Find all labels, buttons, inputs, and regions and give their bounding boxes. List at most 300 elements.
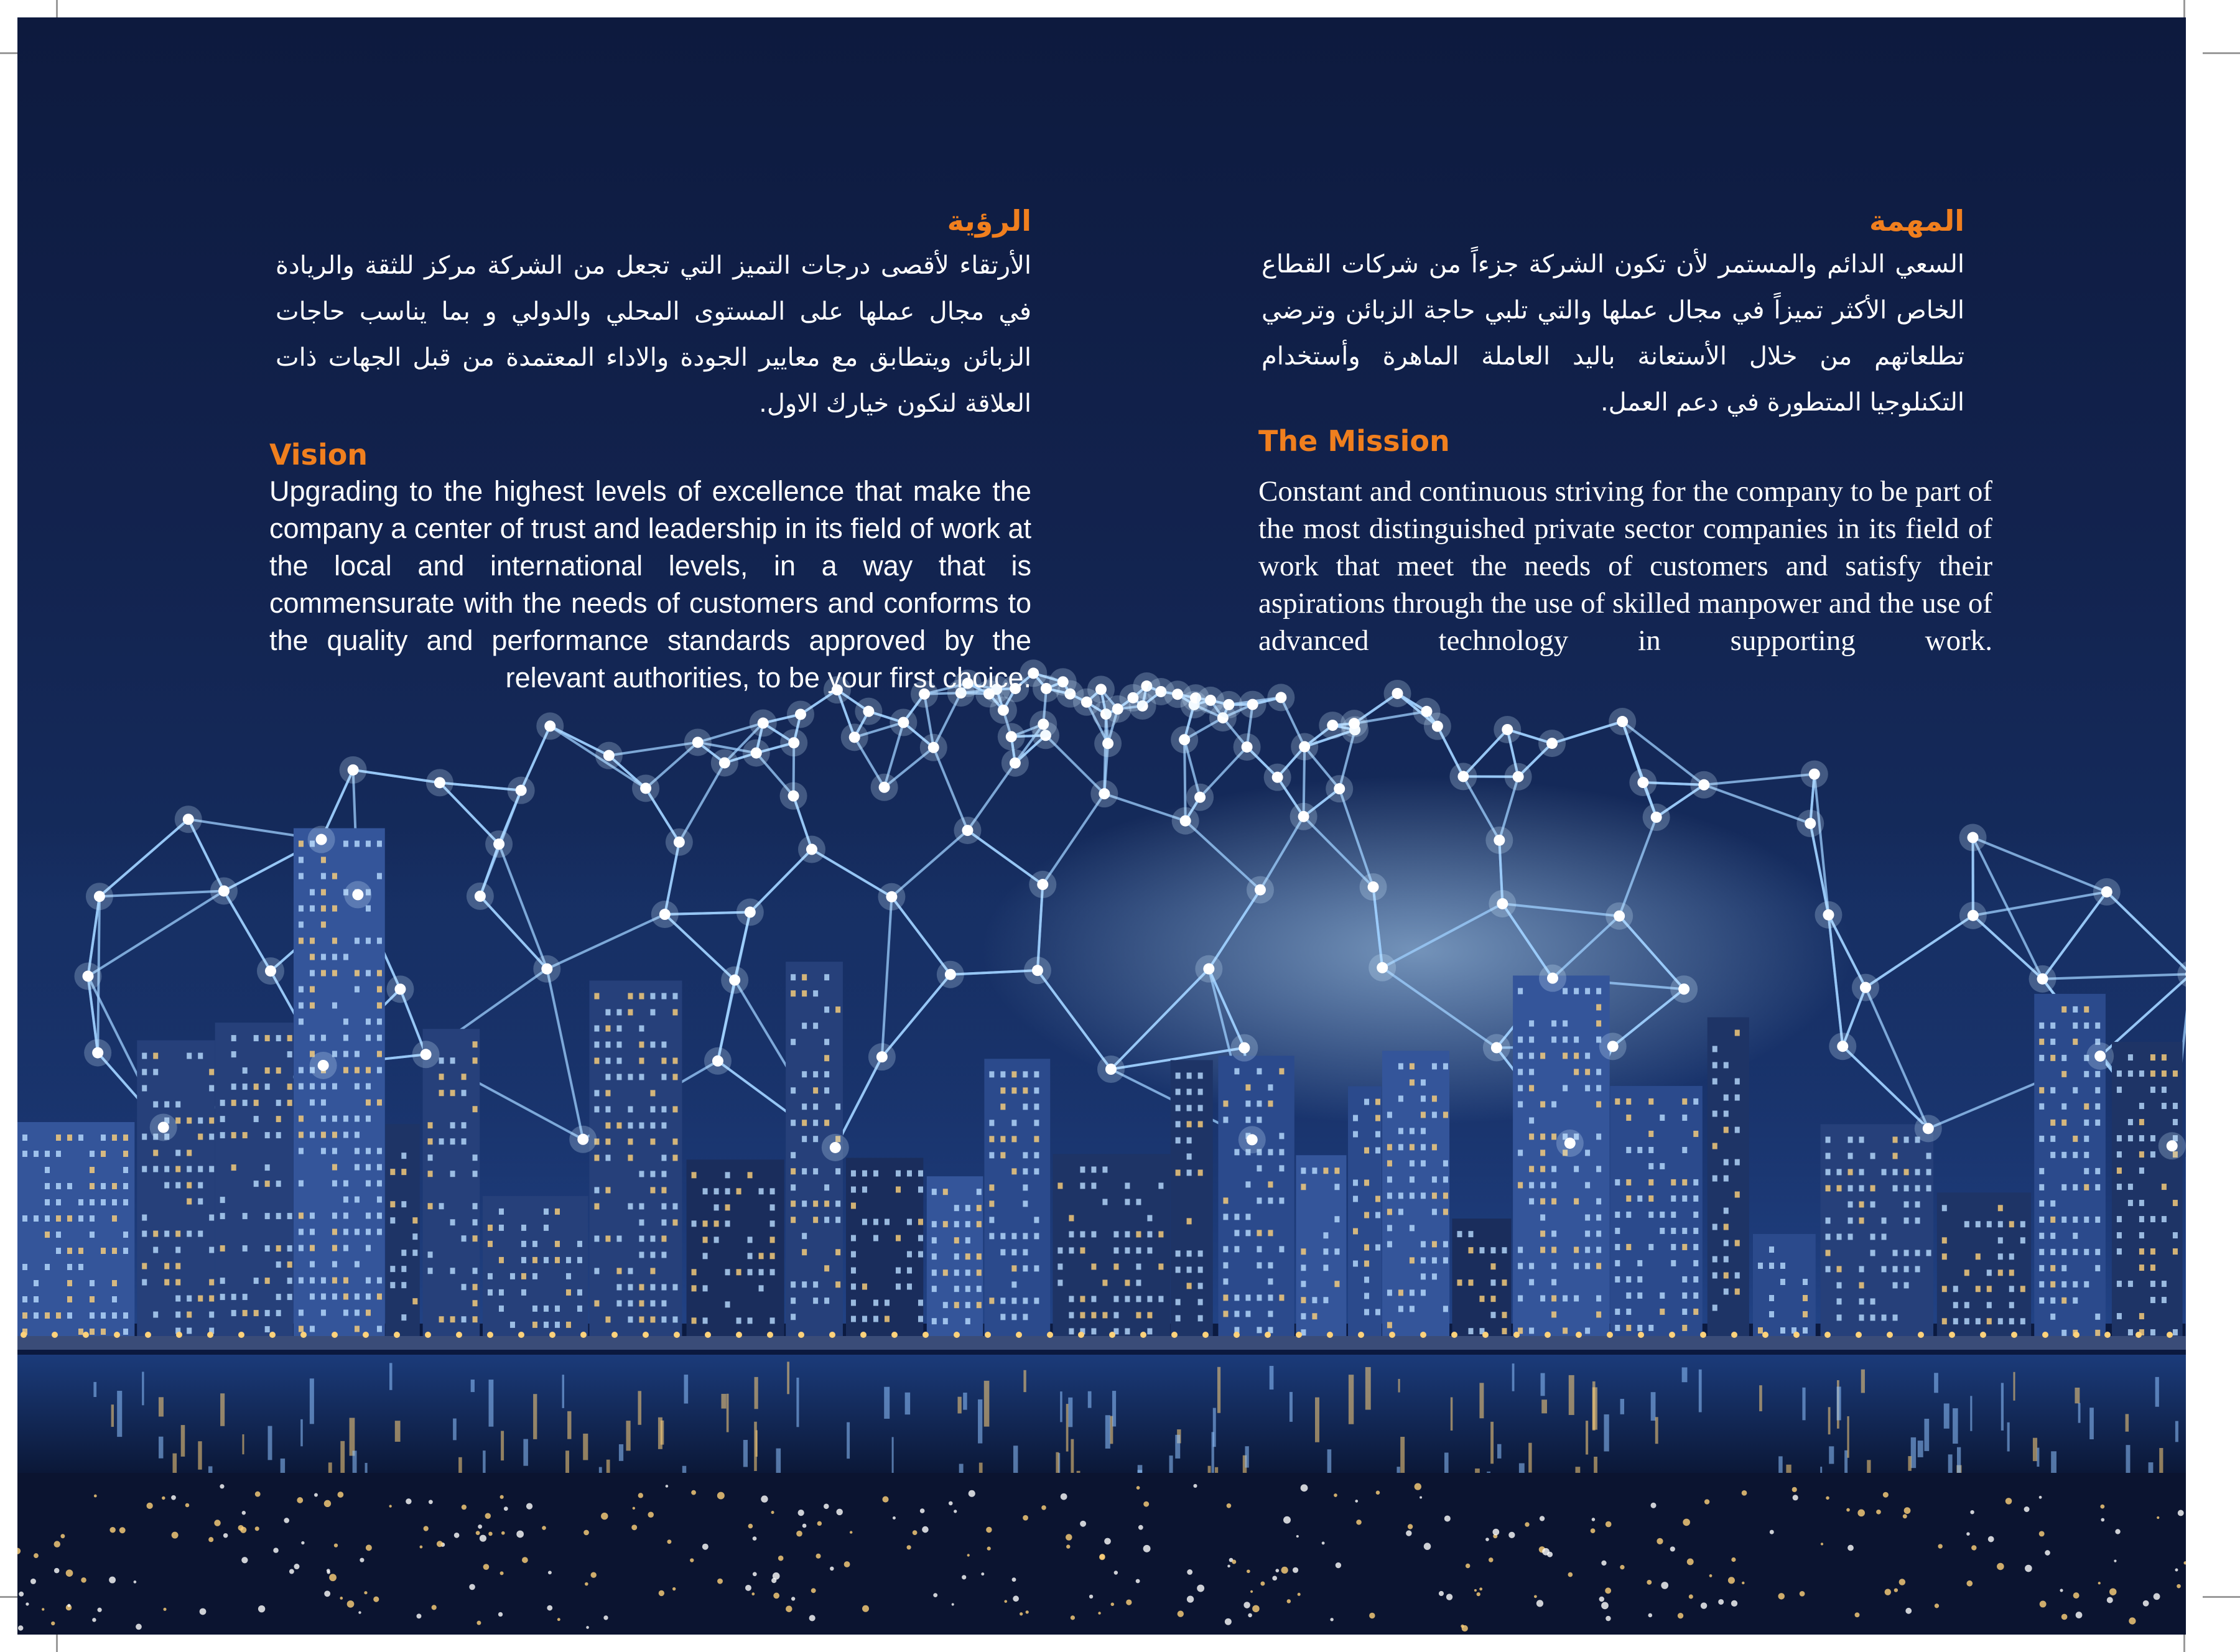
window-light: [198, 1231, 203, 1237]
street-light: [2098, 1582, 2101, 1584]
window-light: [67, 1183, 72, 1189]
window-light: [412, 1217, 417, 1223]
window-light: [287, 1100, 292, 1106]
street-light: [294, 1564, 299, 1569]
window-light: [439, 1138, 444, 1144]
window-light: [813, 990, 818, 996]
window-light: [164, 1263, 169, 1269]
window-light: [343, 1035, 348, 1041]
window-light: [672, 1009, 677, 1015]
window-light: [1147, 1328, 1152, 1334]
window-light: [1268, 1149, 1273, 1155]
window-light: [2061, 1103, 2066, 1110]
window-light: [67, 1248, 72, 1254]
street-light: [289, 1569, 294, 1574]
window-light: [254, 1310, 259, 1316]
window-light: [101, 1248, 106, 1254]
window-light: [577, 1289, 582, 1296]
window-light: [287, 1084, 292, 1090]
window-light: [1871, 1153, 1875, 1159]
window-light: [1585, 1052, 1590, 1059]
window-light: [310, 1003, 315, 1009]
window-light: [343, 1132, 348, 1138]
window-light: [355, 970, 360, 977]
window-light: [1660, 1309, 1665, 1315]
street-light: [30, 1579, 36, 1584]
window-light: [187, 1231, 192, 1237]
street-light: [1041, 1505, 1046, 1510]
window-light: [1987, 1269, 1992, 1276]
window-light: [1158, 1231, 1163, 1237]
window-light: [2073, 1152, 2078, 1158]
street-light: [389, 1505, 391, 1507]
street-light: [501, 1531, 505, 1535]
window-light: [67, 1280, 72, 1286]
window-light: [1713, 1176, 1717, 1182]
window-light: [965, 1221, 970, 1227]
window-light: [639, 1203, 644, 1209]
window-light: [1882, 1169, 1887, 1175]
window-light: [616, 1235, 621, 1241]
street-light: [962, 1575, 966, 1579]
street-light: [1026, 1610, 1029, 1613]
network-node: [544, 720, 555, 731]
window-light: [661, 1057, 666, 1064]
network-node: [352, 889, 363, 900]
window-light: [1023, 1184, 1028, 1190]
window-light: [628, 1106, 633, 1112]
window-light: [1125, 1182, 1130, 1189]
window-light: [2095, 1087, 2100, 1093]
window-light: [639, 1316, 644, 1322]
window-light: [2061, 1055, 2066, 1061]
reflection: [978, 1399, 982, 1444]
window-light: [650, 1138, 655, 1144]
window-light: [287, 1051, 292, 1057]
window-light: [1693, 1098, 1698, 1105]
window-light: [142, 1053, 147, 1059]
window-light: [90, 1183, 95, 1189]
street-light: [500, 1495, 504, 1499]
window-light: [1735, 1192, 1740, 1198]
street-light: [1904, 1507, 1911, 1514]
street-light: [1143, 1501, 1149, 1507]
window-light: [1375, 1115, 1380, 1121]
window-light: [343, 1116, 348, 1122]
reflection: [1682, 1367, 1688, 1382]
window-light: [332, 970, 337, 977]
window-light: [101, 1135, 106, 1141]
window-light: [1915, 1201, 1920, 1207]
street-light: [1876, 1510, 1881, 1515]
network-link: [1704, 785, 1810, 824]
window-light: [175, 1296, 180, 1302]
window-light: [332, 1148, 337, 1154]
window-light: [1671, 1212, 1676, 1218]
reflection: [1924, 1419, 1929, 1451]
window-light: [544, 1322, 549, 1328]
network-node: [1299, 741, 1310, 753]
window-light: [1682, 1228, 1687, 1234]
window-light: [377, 986, 382, 993]
window-light: [187, 1166, 192, 1172]
window-light: [2050, 1087, 2055, 1093]
window-light: [2128, 1329, 2133, 1335]
building: [1513, 975, 1610, 1336]
window-light: [287, 1278, 292, 1284]
street-light: [504, 1506, 508, 1511]
window-light: [1387, 1241, 1392, 1247]
window-light: [2073, 1233, 2078, 1239]
network-node: [1180, 815, 1191, 827]
window-light: [164, 1182, 169, 1189]
window-light: [1375, 1099, 1380, 1105]
window-light: [2073, 1217, 2078, 1223]
street-light: [591, 1572, 597, 1578]
reflection: [1847, 1416, 1849, 1458]
window-light: [1432, 1192, 1437, 1199]
street-light: [1742, 1582, 1744, 1584]
window-light: [56, 1215, 61, 1222]
vision-arabic-body: الأرتقاء لأقصى درجات التميز التي تجعل من الشركة مركز للثقة والريادة في مجال عملها على المستوى المحلي والدولي و بما يناسب حاجات الزبائن ويتطابق مع معايير الجودة والاداء المعتمدة من قبل الجهات ذات العلاقة لنكون خيارك الاول.: [276, 251, 1031, 418]
window-light: [390, 1282, 395, 1288]
street-light: [241, 1557, 248, 1563]
window-light: [2150, 1281, 2155, 1287]
reflection: [1699, 1370, 1702, 1413]
window-light: [343, 1310, 348, 1316]
mission-arabic-title: المهمة: [1869, 204, 1964, 238]
reflection: [2126, 1414, 2129, 1431]
window-light: [532, 1257, 537, 1263]
window-light: [954, 1253, 959, 1260]
window-light: [254, 1100, 259, 1106]
street-light: [1542, 1548, 1550, 1556]
window-light: [366, 1278, 371, 1284]
network-node: [788, 737, 799, 748]
window-light: [112, 1199, 117, 1205]
window-light: [2061, 1330, 2066, 1336]
window-light: [977, 1286, 982, 1292]
reflection: [2033, 1438, 2037, 1461]
network-node: [577, 1134, 588, 1145]
window-light: [1915, 1169, 1920, 1175]
window-light: [67, 1312, 72, 1319]
street-light: [136, 1624, 142, 1630]
bridge-lamp: [736, 1332, 742, 1338]
street-light: [163, 1608, 166, 1611]
window-light: [748, 1269, 753, 1275]
window-light: [2139, 1151, 2144, 1158]
street-light: [483, 1564, 490, 1570]
window-light: [1540, 1182, 1545, 1188]
window-light: [989, 1071, 994, 1077]
window-light: [1375, 1309, 1380, 1316]
window-light: [123, 1151, 128, 1157]
window-light: [1626, 1325, 1631, 1331]
window-light: [965, 1205, 970, 1211]
window-light: [2039, 1087, 2044, 1093]
window-light: [1626, 1276, 1631, 1283]
window-light: [932, 1221, 937, 1227]
window-light: [759, 1188, 764, 1194]
window-light: [737, 1317, 741, 1324]
window-light: [112, 1183, 117, 1189]
window-light: [377, 1326, 382, 1332]
window-light: [725, 1172, 730, 1178]
window-light: [1713, 1256, 1717, 1263]
window-light: [1682, 1147, 1687, 1153]
window-light: [1398, 1063, 1403, 1069]
reflection: [1586, 1421, 1588, 1454]
window-light: [873, 1219, 878, 1225]
window-light: [977, 1205, 982, 1211]
window-light: [187, 1150, 192, 1156]
window-light: [90, 1232, 95, 1238]
window-light: [366, 841, 371, 847]
window-light: [1102, 1312, 1107, 1318]
window-light: [1893, 1250, 1898, 1256]
window-light: [885, 1316, 890, 1322]
window-light: [725, 1204, 730, 1210]
window-light: [2150, 1265, 2155, 1271]
street-light: [922, 1526, 929, 1533]
window-light: [1987, 1302, 1992, 1308]
window-light: [1176, 1121, 1181, 1127]
street-light: [1355, 1500, 1358, 1503]
window-light: [1615, 1244, 1620, 1250]
bridge-lamp: [1234, 1332, 1240, 1338]
network-node: [2094, 1051, 2106, 1062]
bridge-lamp: [1980, 1332, 1986, 1338]
reflection: [1604, 1414, 1609, 1452]
window-light: [1421, 1273, 1426, 1279]
street-light: [830, 1567, 834, 1571]
window-light: [748, 1317, 753, 1324]
window-light: [628, 1154, 633, 1161]
window-light: [1551, 1133, 1556, 1139]
window-light: [1915, 1250, 1920, 1256]
window-light: [355, 1148, 360, 1154]
street-light: [1023, 1515, 1028, 1521]
window-light: [965, 1302, 970, 1308]
reflection: [142, 1371, 144, 1405]
window-light: [243, 1310, 248, 1316]
window-light: [1551, 1198, 1556, 1204]
window-light: [2050, 1249, 2055, 1255]
reflection: [111, 1404, 114, 1427]
bridge-lamp: [1545, 1332, 1551, 1338]
window-light: [594, 1057, 599, 1064]
street-light: [1012, 1577, 1016, 1582]
window-light: [2173, 1248, 2178, 1255]
window-light: [2095, 1023, 2100, 1029]
window-light: [672, 1203, 677, 1209]
window-light: [1563, 1036, 1568, 1042]
window-light: [1136, 1296, 1141, 1302]
street-light: [798, 1510, 804, 1516]
window-light: [1859, 1169, 1864, 1175]
window-light: [802, 1071, 807, 1077]
network-node: [795, 708, 806, 720]
window-light: [1626, 1195, 1631, 1202]
street-light: [498, 1612, 503, 1617]
network-node: [603, 750, 615, 761]
window-light: [932, 1189, 937, 1195]
window-light: [1443, 1241, 1448, 1247]
building: [1296, 1155, 1346, 1336]
window-light: [310, 1035, 315, 1041]
window-light: [2173, 1103, 2178, 1109]
window-light: [332, 1132, 337, 1138]
window-light: [142, 1085, 147, 1092]
bridge-lamp: [363, 1332, 369, 1338]
window-light: [34, 1312, 39, 1319]
window-light: [1011, 1168, 1016, 1174]
window-light: [355, 986, 360, 993]
window-light: [1034, 1136, 1039, 1142]
window-light: [661, 993, 666, 999]
window-light: [802, 1023, 807, 1029]
street-light: [717, 1579, 723, 1584]
window-light: [1080, 1312, 1085, 1318]
street-light: [366, 1544, 372, 1551]
network-node: [158, 1121, 169, 1133]
window-light: [1387, 1322, 1392, 1328]
window-light: [366, 1035, 371, 1041]
window-light: [661, 1041, 666, 1047]
bridge-lamp: [798, 1332, 804, 1338]
window-light: [791, 1184, 796, 1190]
window-light: [2095, 1314, 2100, 1320]
bridge-lamp: [1576, 1332, 1582, 1338]
window-light: [1410, 1176, 1415, 1182]
window-light: [1334, 1248, 1339, 1255]
bridge-lamp: [83, 1332, 89, 1338]
window-light: [56, 1135, 61, 1141]
window-light: [791, 1120, 796, 1126]
window-light: [628, 1074, 633, 1080]
bridge-lamp: [549, 1332, 555, 1338]
window-light: [1585, 1069, 1590, 1075]
window-light: [1574, 1166, 1579, 1172]
window-light: [499, 1225, 504, 1231]
reflection: [619, 1444, 623, 1461]
building: [215, 1023, 294, 1336]
window-light: [566, 1257, 571, 1263]
window-light: [343, 1019, 348, 1025]
window-light: [462, 1138, 467, 1144]
window-light: [1518, 1085, 1523, 1091]
window-light: [321, 1084, 326, 1090]
street-light: [809, 1615, 816, 1621]
window-light: [56, 1199, 61, 1205]
window-light: [639, 1235, 644, 1241]
window-light: [791, 1297, 796, 1304]
window-light: [521, 1241, 526, 1247]
bridge-lamp: [1265, 1332, 1271, 1338]
reflection: [2001, 1383, 2004, 1431]
window-light: [450, 1090, 455, 1096]
window-light: [1334, 1184, 1339, 1190]
window-light: [45, 1264, 50, 1270]
window-light: [770, 1220, 775, 1227]
window-light: [1926, 1169, 1931, 1175]
street-light: [954, 1510, 957, 1513]
window-light: [332, 1116, 337, 1122]
street-light: [1647, 1580, 1652, 1585]
reflection: [1400, 1437, 1405, 1477]
window-light: [566, 1322, 571, 1328]
window-light: [1551, 1166, 1556, 1172]
window-light: [1198, 1283, 1203, 1289]
window-light: [555, 1209, 560, 1215]
window-light: [510, 1273, 515, 1279]
network-node: [1860, 982, 1871, 993]
window-light: [1176, 1072, 1181, 1079]
window-light: [650, 1187, 655, 1193]
window-light: [78, 1248, 83, 1254]
window-light: [692, 1285, 697, 1291]
window-light: [1859, 1298, 1864, 1304]
window-light: [1245, 1294, 1250, 1301]
street-light: [432, 1605, 437, 1610]
street-light: [1568, 1572, 1573, 1577]
window-light: [737, 1269, 741, 1275]
street-light: [1857, 1510, 1865, 1517]
window-light: [2020, 1237, 2025, 1243]
street-light: [2061, 1614, 2068, 1620]
bridge-lamp: [1016, 1332, 1022, 1338]
window-light: [1091, 1263, 1096, 1269]
street-light: [1601, 1561, 1606, 1566]
window-light: [1758, 1263, 1763, 1269]
window-light: [1023, 1314, 1028, 1320]
window-light: [1529, 1036, 1534, 1042]
window-light: [628, 1300, 633, 1306]
window-light: [488, 1273, 493, 1279]
window-light: [2173, 1232, 2178, 1238]
street-light: [1376, 1491, 1380, 1495]
window-light: [605, 1057, 610, 1064]
network-node: [2101, 886, 2112, 898]
window-light: [1942, 1286, 1947, 1292]
window-light: [703, 1237, 708, 1243]
window-light: [265, 1213, 270, 1219]
network-node: [1334, 783, 1345, 794]
mission-arabic-body: السعي الدائم والمستمر لأن تكون الشركة جزءاً من شركات القطاع الخاص الأكثر تميزاً في مجال عملها والتي تلبي حاجة الزبائن وترضي تطلعاتهم من خلال الأستعانة باليد العاملة الماهرة وأستخدام التكنلوجيا المتطورة في دعم العمل.: [1262, 250, 1964, 417]
window-light: [243, 1132, 248, 1138]
window-light: [1826, 1233, 1831, 1240]
window-light: [1091, 1231, 1096, 1237]
window-light: [175, 1279, 180, 1286]
network-node: [1205, 695, 1216, 706]
building: [589, 980, 682, 1336]
street-light: [1966, 1532, 1970, 1536]
window-light: [639, 1219, 644, 1225]
window-light: [577, 1257, 582, 1263]
window-light: [954, 1205, 959, 1211]
street-light: [557, 1618, 560, 1621]
building: [1610, 1086, 1703, 1336]
reflection: [892, 1437, 894, 1477]
window-light: [954, 1221, 959, 1227]
reflection: [1592, 1387, 1597, 1429]
window-light: [1626, 1309, 1631, 1315]
window-light: [123, 1199, 128, 1205]
window-light: [851, 1171, 856, 1177]
window-light: [873, 1300, 878, 1306]
window-light: [1637, 1292, 1642, 1299]
